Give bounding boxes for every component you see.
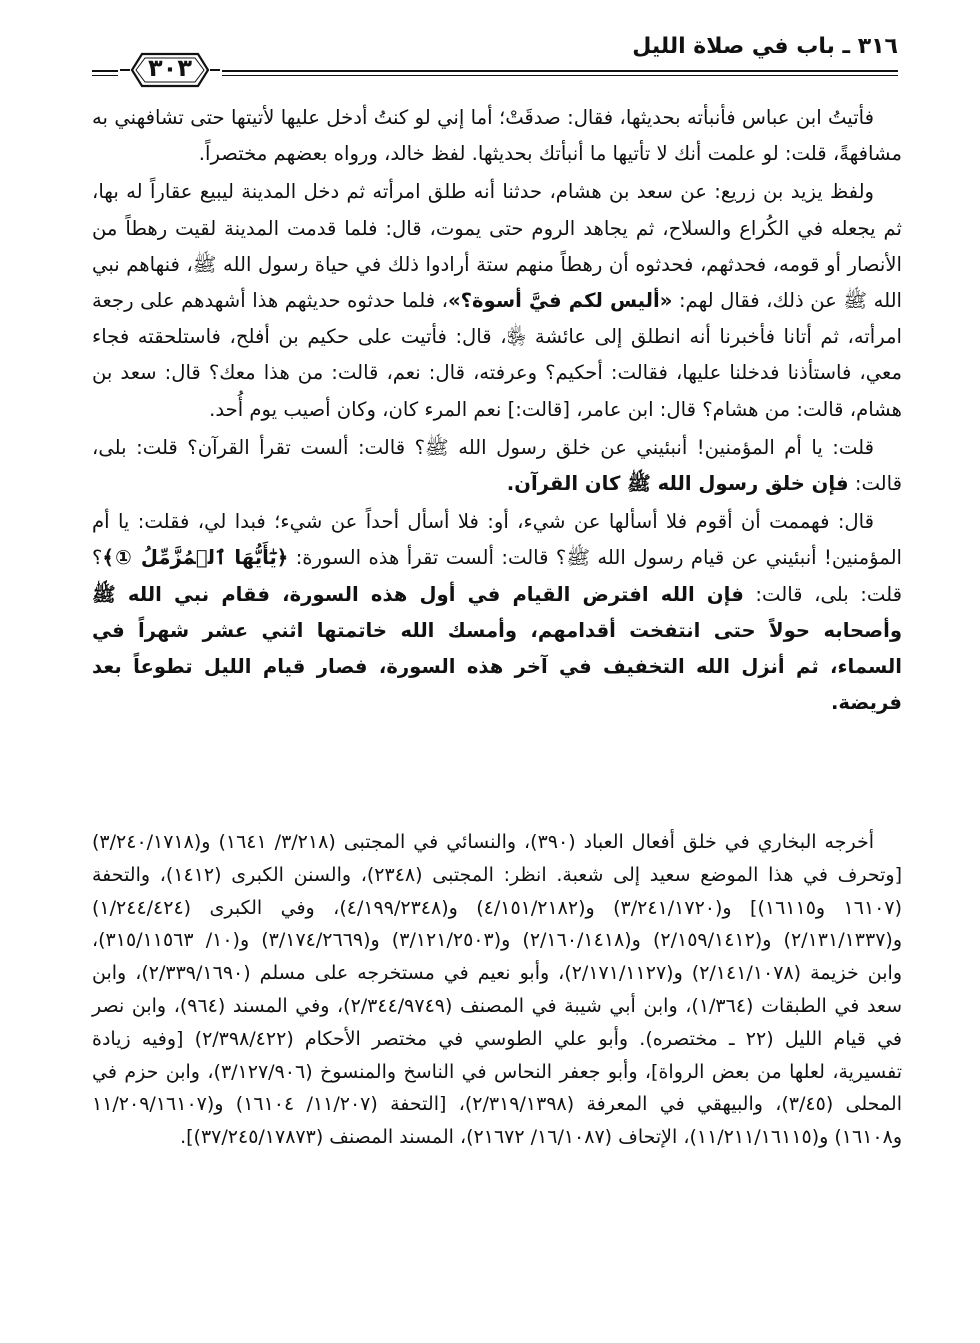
footnote-text: أخرجه البخاري في خلق أفعال العباد (٣٩٠)، والنسائي في المجتبى (٣/٢١٨/ ١٦٤١) و(٣/٢٤٠/١٧١٨) [وتحرف في هذا الموضع سعيد إلى شعبة. انظر: المجتبى (٢٣٤٨)، والسنن الكبرى (١٤١٢)، والتحفة (١٦١٠٧ و١٦١١٥)] و(٣/٢٤١/١٧٢٠) و(٤/١٥١/٢١٨٢) و(٤/١٩٩/٢٣٤٨)، وفي الكبرى (١/٢٤٤/٤٢٤) و(٢/١٣١/١٣٣٧) و(٢/١٥٩/١٤١٢) و(٢/١٦٠/١٤١٨) و(٣/١٢١/٢٥٠٣) و(٣/١٧٤/٢٦٦٩) و(١٠/ ٣١٥/١١٥٦٣)، وابن خزيمة (٢/١٤١/١٠٧٨) و(٢/١٧١/١١٢٧)، وأبو نعيم في مستخرجه على مسلم (٢/٣٣٩/١٦٩٠)، وابن سعد في الطبقات (١/٣٦٤)، وابن أبي شيبة في المصنف (٢/٣٤٤/٩٧٤٩)، وفي المسند (٩٦٤)، وابن نصر في قيام الليل (٢٢ ـ مختصره). وأبو علي الطوسي في مختصر الأحكام (٢/٣٩٨/٤٢٢) [وفيه زيادة تفسيرية، لعلها من بعض الرواة]، وأبو جعفر النحاس في الناسخ والمنسوخ (٣/١٢٧/٩٠٦)، وابن حزم في المحلى (٣/٤٥)، والبيهقي في المعرفة (٢/٣١٩/١٣٩٨)، [التحفة (١١/٢٠٧/ ١٦١٠٤) و(١١/٢٠٩/١٦١٠٧ و١٦١٠٨) و(١١/٢١١/١٦١١٥)، الإتحاف (١٦/١٠٨٧/ ٢١٦٧٢)، المسند المصنف (٣٧/٢٤٥/١٧٨٧٣)].	[92, 831, 903, 1149]
paragraph-2-text-b: ، فلما حدثوه حديثهم هذا أشهدهم على رجعة امرأته، ثم أتانا فأخبرنا أنه انطلق إلى عائشة ﵂، قال: فأتيت على حكيم بن أفلح، فاستلحقته فجاء معي، فاستأذنا فدخلنا عليها، فقالت: أحكيم؟ وعرفته، قال: نعم، قالت: من هذا معك؟ قال: سعد بن هشام، قالت: من هشام؟ قال: ابن عامر، [قالت:] نعم المرء كان، وكان أصيب يوم أُحد.	[92, 289, 902, 421]
header-rule-left-thin	[92, 75, 118, 76]
running-title: ٣١٦ ـ باب في صلاة الليل	[632, 34, 898, 59]
main-text	[92, 100, 902, 721]
takhrij-footnote	[92, 826, 902, 1154]
paragraph-2	[92, 174, 902, 427]
paragraph-2-quote: «أليس لكم فيَّ أسوة؟»	[447, 289, 673, 313]
header-rule-left	[92, 70, 118, 72]
paragraph-4-text-b: ؟ قلت: بلى، قالت:	[92, 546, 902, 606]
paragraph-4	[92, 504, 902, 721]
page-number-badge	[118, 48, 222, 92]
paragraph-3-text: قلت: يا أم المؤمنين! أنبئيني عن خلق رسول الله ﷺ؟ قالت: ألست تقرأ القرآن؟ قلت: بلى، قالت:	[92, 435, 902, 496]
paragraph-2-text-a: ولفظ يزيد بن زريع: عن سعد بن هشام، حدثنا أنه طلق امرأته ثم دخل المدينة ليبيع عقاراً له بها، ثم يجعله في الكُراع والسلاح، ثم يجاهد الروم حتى يموت، قال: فلما قدمت المدينة لقيت رهطاً من الأنصار أو قومه، فحدثهم، فحدثوه أن رهطاً منهم ستة أرادوا ذلك في حياة رسول الله ﷺ، فنهاهم نبي الله ﷺ عن ذلك، فقال لهم:	[92, 180, 902, 313]
paragraph-3	[92, 430, 902, 502]
paragraph-3-answer: فإن خلق رسول الله ﷺ كان القرآن.	[506, 472, 849, 496]
page-number: ٣٠٣	[148, 54, 192, 82]
paragraph-1-text: فأتيتُ ابن عباس فأنبأته بحديثها، فقال: صدقَتْ؛ أما إني لو كنتُ أدخل عليها لأتيتها حتى تشافهني به مشافهةً، قلت: لو علمت أنك لا تأتيها ما أنبأتك بحديثها. لفظ خالد، ورواه بعضهم مختصراً.	[92, 106, 902, 166]
page-header	[92, 30, 898, 96]
paragraph-4-answer: فإن الله افترض القيام في أول هذه السورة، فقام نبي الله ﷺ وأصحابه حولاً حتى انتفخت أقدامهم، وأمسك الله خاتمتها اثني عشر شهراً في السماء، ثم أنزل الله التخفيف في آخر هذه السورة، فصار قيام الليل تطوعاً بعد فريضة.	[92, 582, 902, 715]
paragraph-1	[92, 100, 902, 172]
paragraph-4-text-a: قال: فهممت أن أقوم فلا أسألها عن شيء، أو: فلا أسأل أحداً عن شيء؛ فبدا لي، فقلت: يا أم المؤمنين! أنبئيني عن قيام رسول الله ﷺ؟ قالت: ألست تقرأ هذه السورة:	[92, 510, 902, 570]
paragraph-4-verse: ﴿يَٰٓأَيُّهَا ٱلۡمُزَّمِّلُ ①﴾	[102, 546, 289, 570]
